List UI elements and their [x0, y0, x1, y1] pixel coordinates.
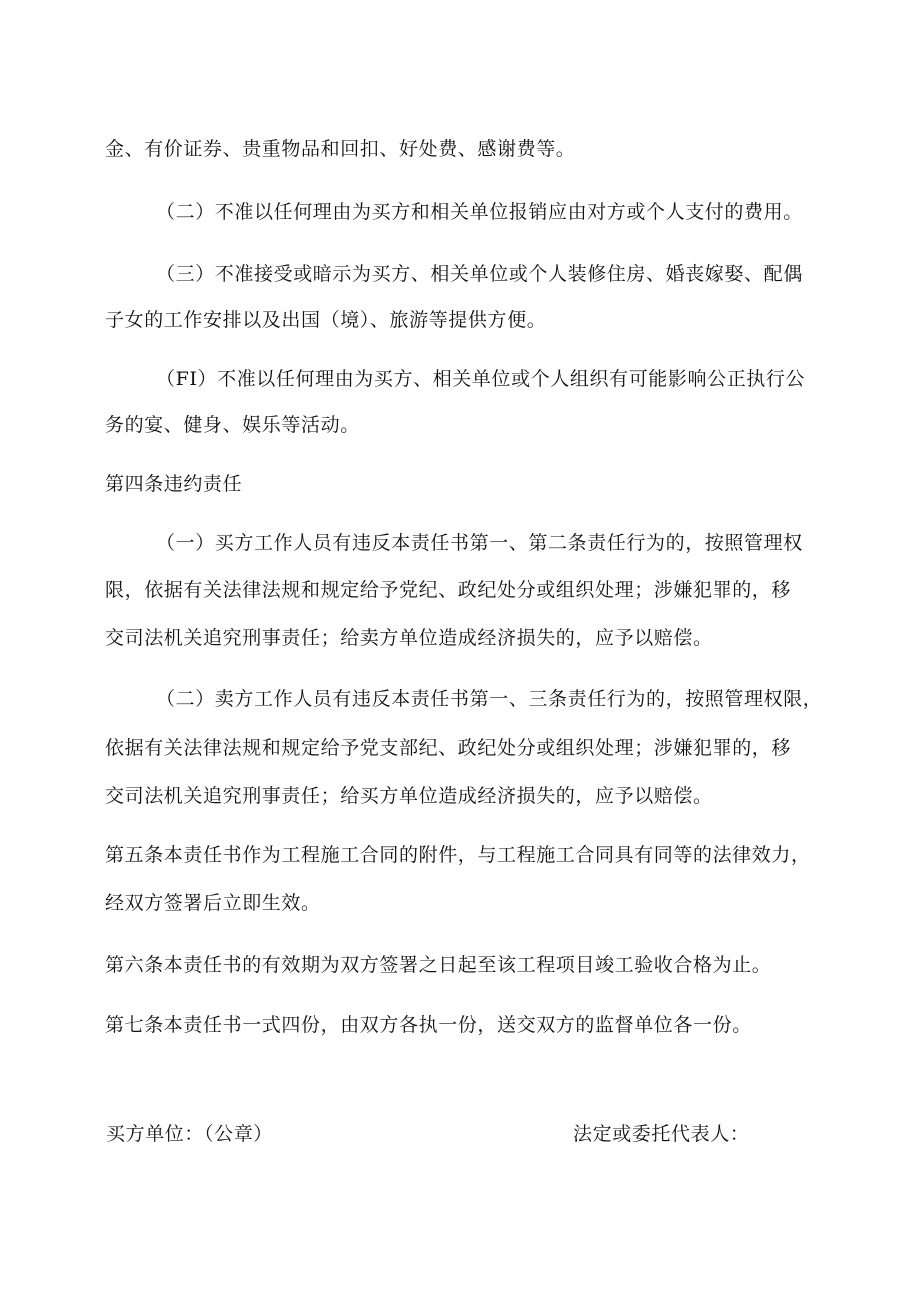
paragraph-line-4: 子女的工作安排以及出国（境）、旅游等提供方便。: [105, 309, 547, 331]
paragraph-line-5: （FI）不准以任何理由为买方、相关单位或个人组织有可能影响公正执行公: [156, 368, 806, 390]
legal-representative-label: 法定或委托代表人：: [573, 1123, 750, 1145]
article-5-line-1: 第五条本责任书作为工程施工合同的附件，与工程施工合同具有同等的法律效力，: [105, 844, 811, 866]
paragraph-line-1: 金、有价证券、贵重物品和回扣、好处费、感谢费等。: [105, 138, 576, 160]
paragraph-line-12: 依据有关法律法规和规定给予党支部纪、政纪处分或组织处理；涉嫌犯罪的，移: [105, 737, 792, 759]
paragraph-line-11: （二）卖方工作人员有违反本责任书第一、三条责任行为的，按照管理权限，: [156, 688, 823, 710]
section-heading-article-4: 第四条违约责任: [105, 473, 243, 495]
paragraph-line-2: （二）不准以任何理由为买方和相关单位报销应由对方或个人支付的费用。: [156, 201, 803, 223]
article-5-line-2: 经双方签署后立即生效。: [105, 892, 321, 914]
paragraph-line-8: （一）买方工作人员有违反本责任书第一、第二条责任行为的，按照管理权: [156, 532, 803, 554]
paragraph-line-6: 务的宴、健身、娱乐等活动。: [105, 414, 360, 436]
article-7-line: 第七条本责任书一式四份，由双方各执一份，送交双方的监督单位各一份。: [105, 1014, 752, 1036]
paragraph-line-13: 交司法机关追究刑事责任；给买方单位造成经济损失的，应予以赔偿。: [105, 785, 713, 807]
paragraph-line-9: 限，依据有关法律法规和规定给予党纪、政纪处分或组织处理；涉嫌犯罪的，移: [105, 579, 792, 601]
article-6-line: 第六条本责任书的有效期为双方签署之日起至该工程项目竣工验收合格为止。: [105, 954, 772, 976]
paragraph-line-3: （三）不准接受或暗示为买方、相关单位或个人装修住房、婚丧嫁娶、配偶: [156, 263, 803, 285]
buyer-unit-seal-label: 买方单位：（公章）: [106, 1123, 273, 1145]
paragraph-line-10: 交司法机关追究刑事责任；给卖方单位造成经济损失的，应予以赔偿。: [105, 627, 713, 649]
